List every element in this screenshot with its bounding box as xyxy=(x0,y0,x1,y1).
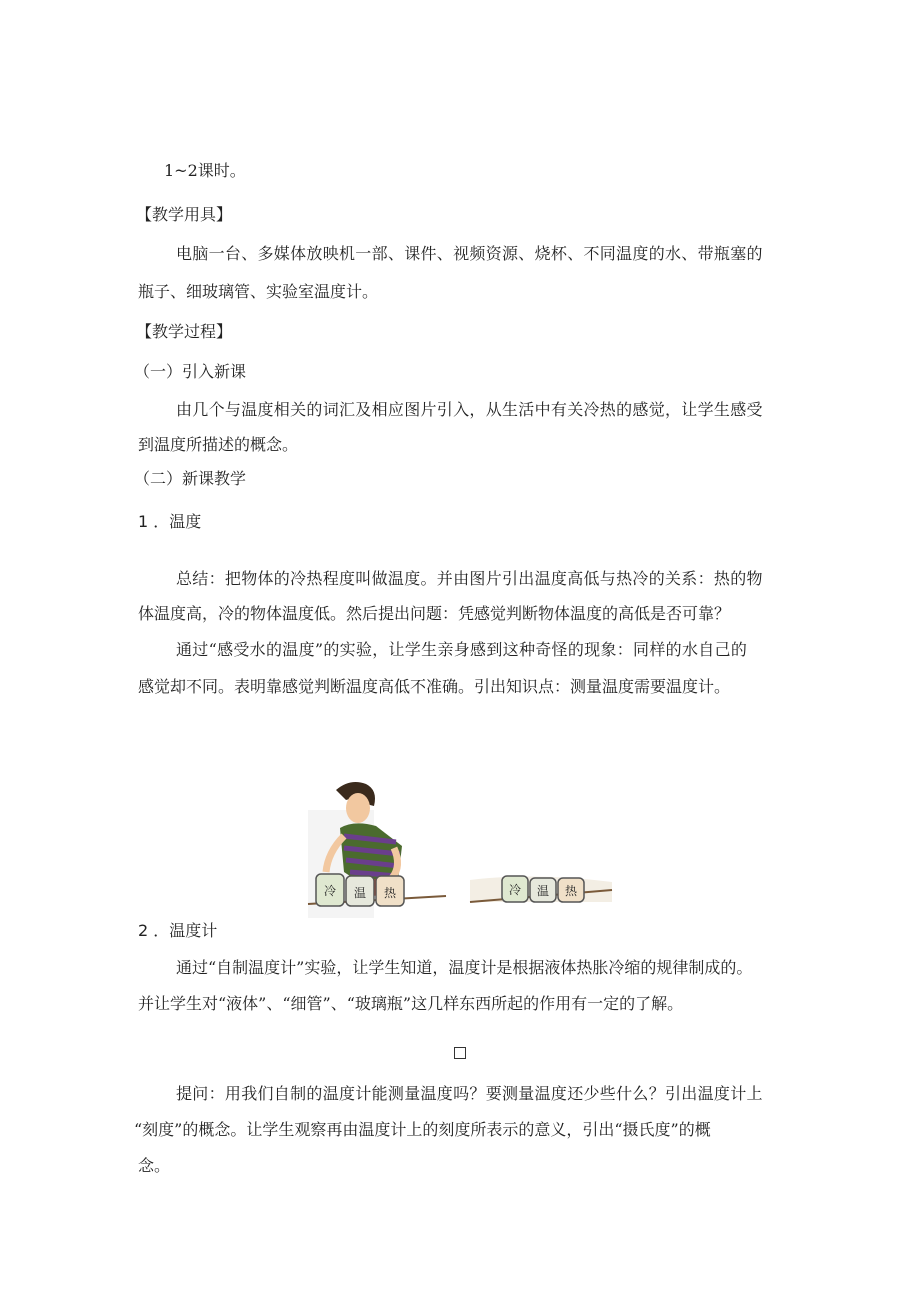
tools-text-line-1: 电脑一台、多媒体放映机一部、课件、视频资源、烧杯、不同温度的水、带瓶塞的 xyxy=(176,244,763,263)
section2-para1-line-2: 并让学生对“液体”、“细管”、“玻璃瓶”这几样东西所起的作用有一定的了解。 xyxy=(138,994,684,1013)
part1-text-line-1: 由几个与温度相关的词汇及相应图片引入，从生活中有关冷热的感觉，让学生感受 xyxy=(176,400,763,419)
section1-para2-line-2: 感觉却不同。表明靠感觉判断温度高低不准确。引出知识点：测量温度需要温度计。 xyxy=(138,677,731,696)
tools-text-line-2: 瓶子、细玻璃管、实验室温度计。 xyxy=(138,282,379,301)
basin-label: 温 xyxy=(353,886,367,900)
missing-figure-box xyxy=(454,1047,466,1059)
part1-text-line-2: 到温度所描述的概念。 xyxy=(138,435,299,454)
experiment-illustration xyxy=(306,776,616,920)
basin-label: 热 xyxy=(383,886,397,900)
tools-heading: 【教学用具】 xyxy=(136,205,233,224)
section1-para1-line-2: 体温度高，冷的物体温度低。然后提出问题：凭感觉判断物体温度的高低是否可靠？ xyxy=(138,604,731,623)
section2-para1-line-1: 通过“自制温度计”实验，让学生知道，温度计是根据液体热胀冷缩的规律制成的。 xyxy=(176,958,753,977)
section2-para2-line-3: 念。 xyxy=(138,1156,171,1175)
basins-right xyxy=(470,876,612,902)
part2-heading: （二）新课教学 xyxy=(134,469,247,488)
part1-heading: （一）引入新课 xyxy=(134,362,247,381)
section1-para2-line-1: 通过“感受水的温度”的实验，让学生亲身感到这种奇怪的现象：同样的水自己的 xyxy=(176,640,748,659)
basin-label: 冷 xyxy=(508,883,522,897)
basins-left xyxy=(316,874,404,906)
section2-para2-line-2: “刻度”的概念。让学生观察再由温度计上的刻度所表示的意义，引出“摄氏度”的概 xyxy=(134,1120,711,1139)
basin-label: 冷 xyxy=(323,884,337,898)
section2-para2-line-1: 提问：用我们自制的温度计能测量温度吗？要测量温度还少些什么？引出温度计上 xyxy=(176,1084,763,1103)
section1-heading: 1 ．温度 xyxy=(138,512,202,531)
basin-label: 热 xyxy=(564,884,578,898)
process-heading: 【教学过程】 xyxy=(136,322,233,341)
lesson-hours: 1~2课时。 xyxy=(164,161,246,180)
basin-label: 温 xyxy=(536,884,550,898)
section1-para1-line-1: 总结：把物体的冷热程度叫做温度。并由图片引出温度高低与热冷的关系：热的物 xyxy=(176,569,763,588)
section2-heading: 2 ．温度计 xyxy=(138,921,218,940)
